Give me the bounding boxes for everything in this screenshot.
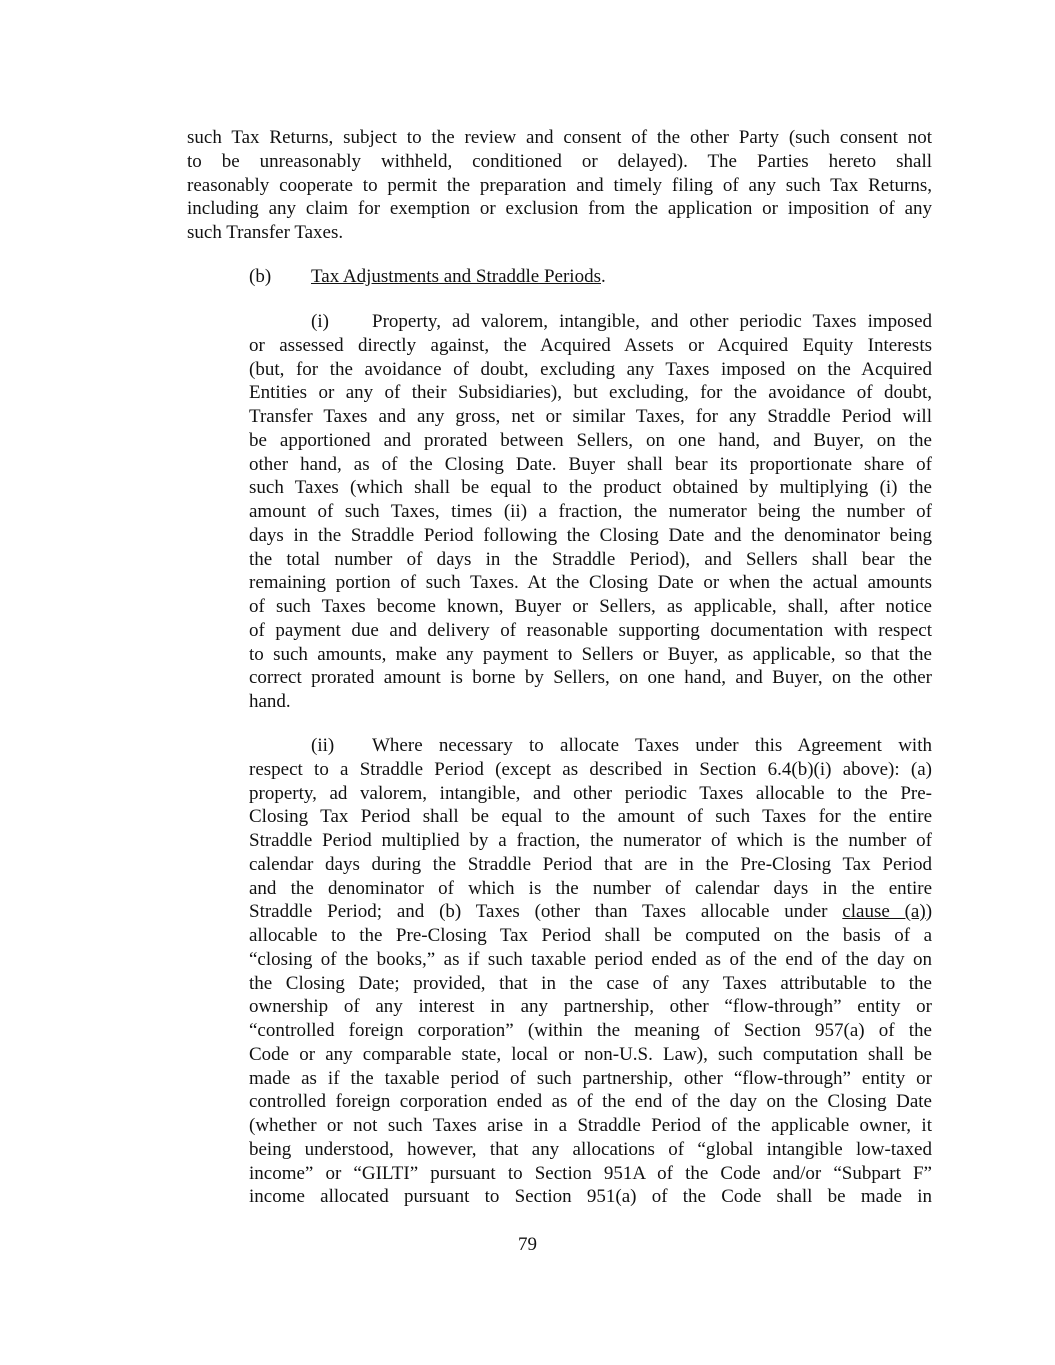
clause-reference: clause (a): [842, 901, 926, 923]
text-line: or assessed directly against, the Acquired Assets or Acquired Equity Interests: [249, 334, 932, 356]
section-label: (b): [249, 266, 272, 287]
text-line: (whether or not such Taxes arise in a Straddle Period of the applicable owner, it: [249, 1115, 932, 1136]
text-line: respect to a Straddle Period (except as described in Section 6.4(b)(i) above): (a): [249, 758, 932, 780]
text-line: such Taxes (which shall be equal to the product obtained by multiplying (i) the: [249, 477, 932, 499]
text-line: the total number of days in the Straddle Period), and Sellers shall bear the: [249, 548, 932, 570]
text-line: amount of such Taxes, times (ii) a fraction, the numerator being the number of: [249, 501, 932, 522]
text-line: and the denominator of which is the number of calendar days in the entire: [249, 877, 932, 899]
paragraph-i: [249, 310, 932, 714]
text-line: Closing Tax Period shall be equal to the amount of such Taxes for the entire: [249, 806, 932, 828]
text-line: ownership of any interest in any partnership, other “flow-through” entity or: [249, 996, 932, 1018]
text-line: remaining portion of such Taxes. At the Closing Date or when the actual amounts: [249, 572, 932, 594]
paragraph-label: (i): [311, 311, 329, 332]
text-line: Property, ad valorem, intangible, and other periodic Taxes imposed: [372, 311, 932, 332]
text-line: (but, for the avoidance of doubt, excluding any Taxes imposed on the Acquired: [249, 358, 932, 380]
paragraph-first-line: [249, 310, 932, 334]
text-line: Where necessary to allocate Taxes under this Agreement with: [372, 735, 932, 756]
text-line: to be unreasonably withheld, conditioned or delayed). The Parties hereto shall: [187, 150, 932, 172]
text-line: including any claim for exemption or exclusion from the application or imposition of any: [187, 198, 932, 220]
text-line: other hand, as of the Closing Date. Buyer shall bear its proportionate share of: [249, 453, 932, 475]
text-line: of payment due and delivery of reasonable supporting documentation with respect: [249, 619, 932, 641]
text-line: controlled foreign corporation ended as of the end of the day on the Closing Date: [249, 1091, 932, 1113]
text-segment: Straddle Period; and (b) Taxes (other than Taxes allocable under: [249, 901, 843, 923]
text-line: be apportioned and prorated between Sellers, on one hand, and Buyer, on the: [249, 429, 932, 451]
text-line: allocable to the Pre-Closing Tax Period shall be computed on the basis of a: [249, 925, 932, 946]
text-line: income allocated pursuant to Section 951(a) of the Code shall be made in: [249, 1186, 932, 1208]
text-line: of such Taxes become known, Buyer or Sellers, as applicable, shall, after notice: [249, 596, 932, 617]
text-segment: ): [925, 901, 933, 923]
text-line: “closing of the books,” as if such taxable period ended as of the end of the day on: [249, 948, 932, 970]
text-line: days in the Straddle Period following the Closing Date and the denominator being: [249, 524, 932, 546]
section-title-suffix: .: [600, 266, 606, 287]
text-line: property, ad valorem, intangible, and other periodic Taxes allocable to the Pre-: [249, 782, 932, 804]
text-line: such Tax Returns, subject to the review and consent of the other Party (such consent not: [187, 127, 932, 148]
text-line: “controlled foreign corporation” (within the meaning of Section 957(a) of the: [249, 1020, 932, 1041]
text-line: the Closing Date; provided, that in the case of any Taxes attributable to the: [249, 972, 932, 994]
paragraph-first-line: [249, 734, 932, 758]
text-line: to such amounts, make any payment to Sellers or Buyer, as applicable, so that the: [249, 643, 932, 665]
section-title-underlined: Tax Adjustments and Straddle Periods: [311, 266, 601, 287]
text-line: correct prorated amount is borne by Sellers, on one hand, and Buyer, on the other: [249, 667, 932, 689]
text-line: hand.: [249, 691, 291, 712]
text-line: Straddle Period multiplied by a fraction, the numerator of which is the number of: [249, 830, 932, 851]
text-line: Code or any comparable state, local or non-U.S. Law), such computation shall be: [249, 1043, 932, 1065]
page-number: 79: [518, 1234, 537, 1255]
paragraph-label: (ii): [311, 735, 335, 756]
paragraph-ii: [249, 734, 932, 1209]
text-line-with-reference: [249, 900, 932, 924]
text-line: calendar days during the Straddle Period that are in the Pre-Closing Tax Period: [249, 853, 932, 875]
text-line: being understood, however, that any allocations of “global intangible low-taxed: [249, 1138, 932, 1160]
text-line: made as if the taxable period of such partnership, other “flow-through” entity or: [249, 1067, 932, 1089]
paragraph-transfer-taxes-continued: [187, 126, 932, 245]
text-line: such Transfer Taxes.: [187, 222, 344, 243]
text-line: Transfer Taxes and any gross, net or similar Taxes, for any Straddle Period will: [249, 406, 932, 427]
section-title: [311, 265, 606, 289]
text-line: Entities or any of their Subsidiaries), but excluding, for the avoidance of doubt,: [249, 382, 932, 404]
text-line: income” or “GILTI” pursuant to Section 951A of the Code and/or “Subpart F”: [249, 1162, 932, 1184]
text-line: reasonably cooperate to permit the preparation and timely filing of any such Tax Returns,: [187, 174, 932, 196]
